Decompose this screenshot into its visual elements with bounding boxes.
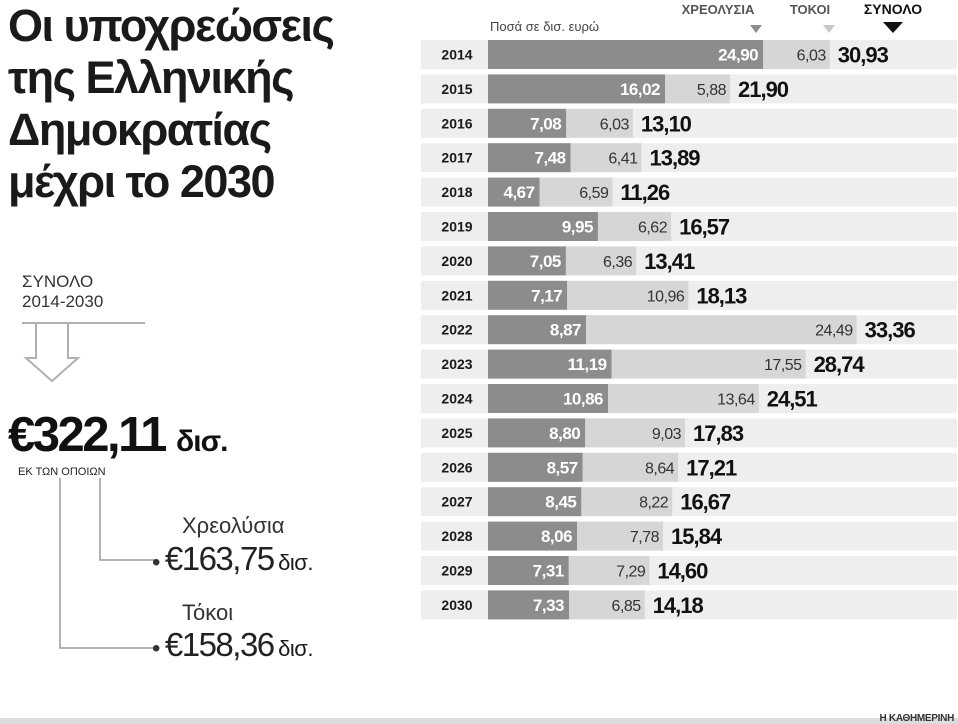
year-tick-label: 2019 <box>441 218 473 235</box>
interest-value-label: 17,55 <box>764 357 802 375</box>
interest-value-label: 6,36 <box>603 253 633 271</box>
legend-marker-total <box>883 22 903 33</box>
principal-value-label: 7,05 <box>529 251 561 271</box>
principal-value-label: 7,17 <box>531 286 563 306</box>
interest-value-label: 7,29 <box>616 563 646 581</box>
amortization-unit: δισ. <box>278 550 313 575</box>
year-tick-label: 2023 <box>441 356 473 373</box>
bullet-icon: • <box>152 549 161 576</box>
year-tick-label: 2015 <box>441 80 473 97</box>
interest-value-label: 6,62 <box>637 219 668 237</box>
interest-value-label: 7,78 <box>629 529 660 547</box>
year-tick-label: 2025 <box>441 424 473 441</box>
principal-value-label: 10,86 <box>562 389 604 409</box>
legend-label-total: ΣΥΝΟΛΟ <box>863 1 923 17</box>
total-value-label: 24,51 <box>766 386 817 412</box>
of-which-label: ΕΚ ΤΩΝ ΟΠΟΙΩΝ <box>18 466 106 478</box>
year-tick-label: 2028 <box>441 528 473 545</box>
principal-value-label: 24,90 <box>718 45 759 65</box>
year-tick-label: 2022 <box>441 321 473 338</box>
bullet-icon: • <box>152 635 161 662</box>
total-value-label: 14,60 <box>657 558 708 584</box>
interest-label: Τόκοι <box>182 600 234 625</box>
interest-unit: δισ. <box>278 636 313 661</box>
principal-value-label: 8,45 <box>545 492 577 512</box>
interest-value-label: 24,49 <box>815 322 853 340</box>
interest-value-label: 6,03 <box>796 47 826 65</box>
principal-value-label: 8,57 <box>546 458 578 478</box>
principal-value-label: 8,80 <box>549 423 581 443</box>
principal-value-label: 16,02 <box>619 79 661 99</box>
principal-value-label: 4,67 <box>503 183 535 203</box>
title-line: μέχρι το 2030 <box>8 156 275 207</box>
total-amount: €322,11 <box>8 408 165 462</box>
year-tick-label: 2030 <box>441 596 473 613</box>
year-tick-label: 2027 <box>441 493 473 510</box>
total-value-label: 11,26 <box>620 180 670 206</box>
interest-value-label: 9,03 <box>651 425 682 443</box>
amortization-label: Χρεολύσια <box>182 513 285 538</box>
interest-value-label: 8,22 <box>639 494 669 512</box>
total-unit: δισ. <box>176 425 228 458</box>
total-value-label: 33,36 <box>864 317 915 343</box>
year-tick-label: 2026 <box>441 459 473 476</box>
total-value-label: 16,67 <box>680 489 731 515</box>
interest-value: €158,36 <box>164 626 274 663</box>
total-value-label: 17,83 <box>693 420 744 446</box>
principal-value-label: 11,19 <box>567 355 607 375</box>
total-value-label: 14,18 <box>652 592 703 618</box>
interest-value-label: 8,64 <box>645 460 675 478</box>
chart-subtitle: Ποσά σε δισ. ευρώ <box>490 19 600 34</box>
interest-value-label: 6,03 <box>599 116 629 134</box>
legend-label-principal: ΧΡΕΟΛΥΣΙΑ <box>681 2 755 17</box>
year-tick-label: 2021 <box>441 287 473 304</box>
year-tick-label: 2029 <box>441 562 473 579</box>
interest-value-label: 13,64 <box>717 391 755 409</box>
total-value-label: 13,10 <box>640 111 691 137</box>
legend-marker-interest <box>823 25 835 33</box>
interest-value-label: 6,59 <box>579 185 609 203</box>
title-line: Οι υποχρεώσεις <box>8 0 334 51</box>
total-value-label: 13,89 <box>649 145 700 171</box>
year-tick-label: 2020 <box>441 252 473 269</box>
bottom-rule <box>0 718 958 724</box>
legend-marker-principal <box>750 25 762 33</box>
year-tick-label: 2018 <box>441 184 473 201</box>
year-tick-label: 2024 <box>441 390 473 407</box>
title-line: Δημοκρατίας <box>8 104 271 155</box>
total-value-label: 21,90 <box>737 76 789 102</box>
principal-value-label: 7,33 <box>532 595 564 615</box>
year-tick-label: 2016 <box>441 115 473 132</box>
total-value-label: 28,74 <box>813 352 864 378</box>
source-credit: Η ΚΑΘΗΜΕΡΙΝΗ <box>879 713 954 724</box>
year-tick-label: 2017 <box>441 149 473 166</box>
title-line: της Ελληνικής <box>8 52 294 103</box>
principal-value-label: 7,31 <box>532 561 564 581</box>
legend-label-interest: ΤΟΚΟΙ <box>789 2 831 17</box>
principal-value-label: 7,08 <box>530 114 562 134</box>
year-tick-label: 2014 <box>441 46 473 63</box>
principal-value-label: 8,06 <box>540 527 573 547</box>
total-label-line2: 2014-2030 <box>22 292 104 311</box>
total-value-label: 16,57 <box>679 214 730 240</box>
interest-value-label: 6,85 <box>611 597 641 615</box>
interest-value-label: 10,96 <box>646 288 685 306</box>
total-value-label: 18,13 <box>696 283 747 309</box>
total-value-label: 17,21 <box>686 455 737 481</box>
principal-value-label: 9,95 <box>561 217 593 237</box>
total-value-label: 13,41 <box>644 248 695 274</box>
amortization-value: €163,75 <box>164 540 274 577</box>
interest-value-label: 5,88 <box>696 81 726 99</box>
total-value-label: 15,84 <box>671 524 722 550</box>
principal-value-label: 7,48 <box>534 148 566 168</box>
principal-value-label: 8,87 <box>549 320 582 340</box>
total-value-label: 30,93 <box>837 42 888 68</box>
total-label-line1: ΣΥΝΟΛΟ <box>22 272 94 291</box>
interest-value-label: 6,41 <box>608 150 638 168</box>
